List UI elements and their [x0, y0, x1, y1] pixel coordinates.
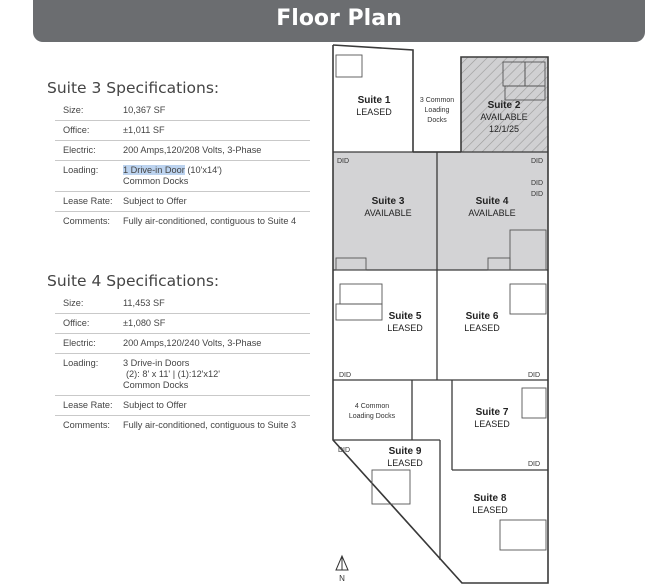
- did-label: DID: [528, 372, 541, 379]
- spec-row: [55, 161, 310, 192]
- common-docks-4-line2: Loading Docks: [348, 413, 396, 420]
- north-arrow-icon: [336, 556, 348, 570]
- spec-label: Comments:: [63, 216, 110, 226]
- suite3-spec-title: Suite 3 Specifications:: [47, 79, 220, 97]
- did-label: DID: [531, 158, 544, 165]
- spec-row: [55, 121, 310, 141]
- spec-value-line1: 3 Drive-in Doors: [123, 358, 190, 368]
- suite8-name: Suite 8: [473, 493, 507, 504]
- suite7-status: LEASED: [474, 419, 510, 429]
- spec-label: Loading:: [55, 161, 115, 192]
- spec-label: Size:: [55, 101, 115, 121]
- did-label: DID: [339, 372, 352, 379]
- spec-label: Office:: [55, 314, 115, 334]
- selected-text[interactable]: 1 Drive-in Door: [123, 165, 185, 175]
- spec-label: Electric:: [55, 141, 115, 161]
- spec-value: Subject to Offer: [115, 192, 310, 212]
- common-docks-3-line1: 3 Common: [419, 97, 455, 104]
- did-label: DID: [338, 447, 351, 454]
- suite2-name: Suite 2: [487, 100, 521, 111]
- suite4-status: AVAILABLE: [468, 208, 516, 218]
- header-banner: [33, 0, 645, 42]
- suite6-status: LEASED: [464, 323, 500, 333]
- common-docks-4-line1: 4 Common: [354, 403, 390, 410]
- spec-row: [55, 354, 310, 396]
- spec-value: 11,453 SF: [115, 294, 310, 314]
- spec-row: [55, 141, 310, 161]
- spec-value: 10,367 SF: [115, 101, 310, 121]
- spec-row: [55, 101, 310, 121]
- suite9-name: Suite 9: [388, 446, 422, 457]
- suite3-spec-table: [55, 101, 310, 231]
- spec-value: 200 Amps,120/240 Volts, 3-Phase: [115, 334, 310, 354]
- suite3-status: AVAILABLE: [364, 208, 412, 218]
- spec-value: ±1,080 SF: [115, 314, 310, 334]
- did-label: DID: [531, 191, 544, 198]
- suite4-spec-title: Suite 4 Specifications:: [47, 272, 220, 290]
- spec-row: [55, 192, 310, 212]
- spec-row: [55, 314, 310, 334]
- suite2-date: 12/1/25: [488, 124, 520, 134]
- common-docks-3-line2: Loading: [424, 107, 450, 114]
- spec-label: Lease Rate:: [55, 396, 115, 416]
- suite1-status: LEASED: [356, 107, 392, 117]
- suite8-status: LEASED: [472, 505, 508, 515]
- suite4-spec-table: [55, 294, 310, 435]
- suite1-name: Suite 1: [357, 95, 391, 106]
- spec-value: Fully air-conditioned, contiguous to Suite 3: [123, 420, 297, 430]
- common-docks-3-line3: Docks: [427, 117, 447, 124]
- suite5-status: LEASED: [387, 323, 423, 333]
- suite7-name: Suite 7: [475, 407, 509, 418]
- north-label: N: [339, 574, 345, 583]
- did-label: DID: [528, 461, 541, 468]
- suite9-status: LEASED: [387, 458, 423, 468]
- spec-label: Lease Rate:: [55, 192, 115, 212]
- spec-value-line3: Common Docks: [123, 380, 189, 390]
- spec-label: Office:: [55, 121, 115, 141]
- spec-row: [55, 396, 310, 416]
- suite3-name: Suite 3: [371, 196, 405, 207]
- did-label: DID: [337, 158, 350, 165]
- suite6-name: Suite 6: [465, 311, 499, 322]
- suite4-name: Suite 4: [475, 196, 509, 207]
- spec-value-line2: (2): 8' x 11' | (1):12'x12': [126, 369, 221, 379]
- spec-label: Size:: [55, 294, 115, 314]
- spec-value: [115, 354, 310, 396]
- spec-value-rest: (10'x14'): [184, 165, 222, 175]
- spec-label: Comments:: [63, 420, 110, 430]
- spec-value: 200 Amps,120/208 Volts, 3-Phase: [115, 141, 310, 161]
- spec-value: Fully air-conditioned, contiguous to Suite 4: [123, 216, 297, 226]
- spec-value: Subject to Offer: [115, 396, 310, 416]
- spec-row: [55, 212, 310, 232]
- spec-label: Electric:: [55, 334, 115, 354]
- spec-label: Loading:: [55, 354, 115, 396]
- suite2-status: AVAILABLE: [480, 112, 528, 122]
- page-title: Floor Plan: [276, 6, 402, 31]
- suite5-name: Suite 5: [388, 311, 422, 322]
- spec-row: [55, 416, 310, 436]
- floor-plan: [322, 44, 554, 586]
- did-label: DID: [531, 180, 544, 187]
- spec-row: [55, 334, 310, 354]
- spec-value-line2: Common Docks: [123, 176, 189, 186]
- spec-value: ±1,011 SF: [115, 121, 310, 141]
- spec-row: [55, 294, 310, 314]
- spec-value: [115, 161, 310, 192]
